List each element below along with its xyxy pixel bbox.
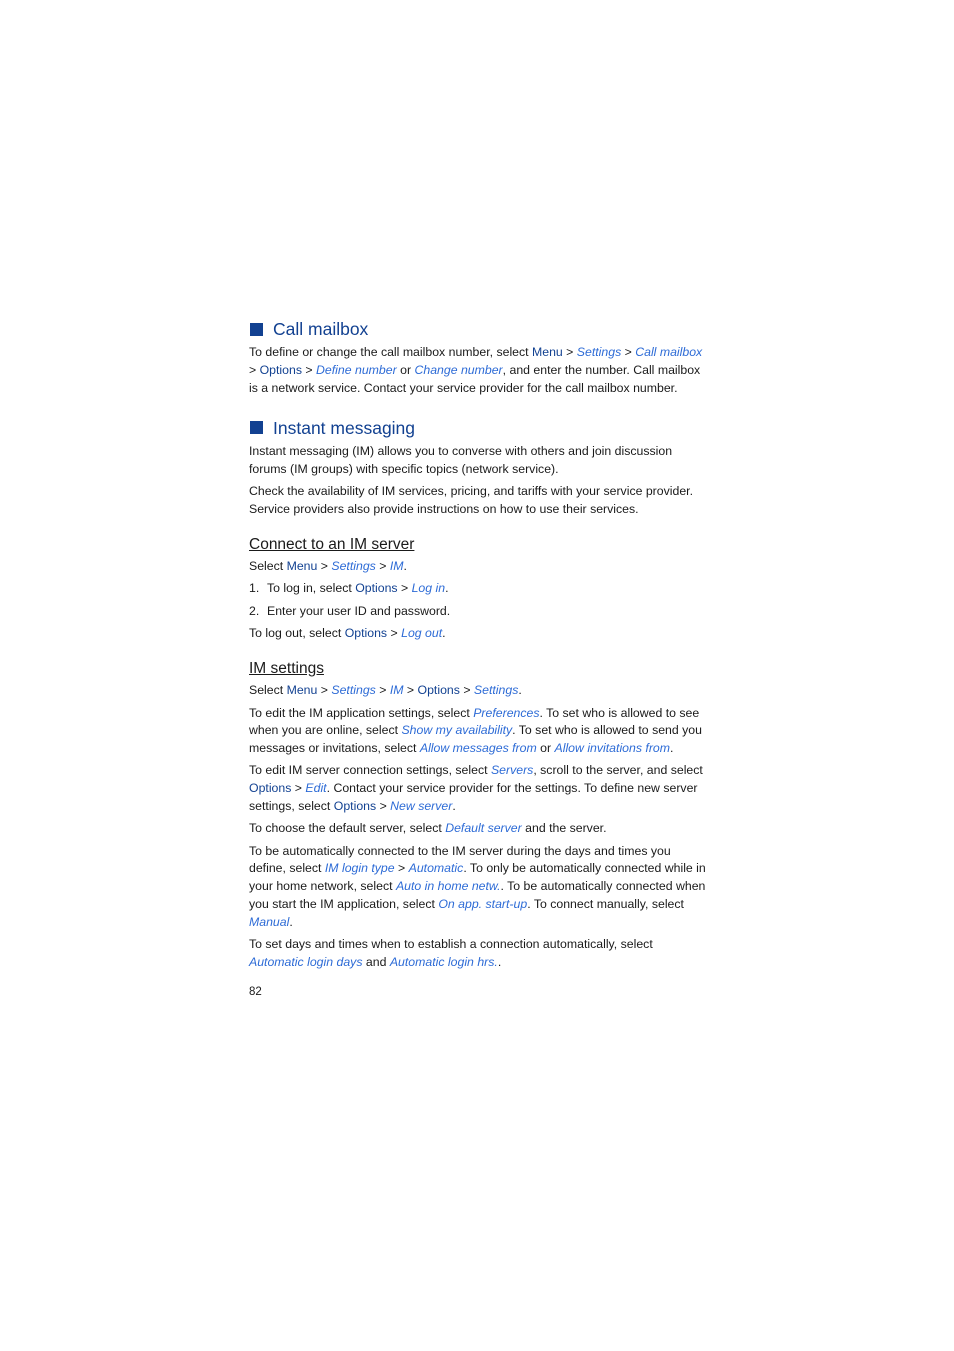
define-number-term: Define number <box>316 362 397 377</box>
heading-instant-messaging: Instant messaging <box>249 417 709 439</box>
im-settings-select-path: Select Menu > Settings > IM > Options > Settings. <box>249 683 522 698</box>
heading-connect-im-server: Connect to an IM server <box>249 536 415 554</box>
im-login-days-paragraph: To set days and times when to establish a connection automatically, select Automatic login days and Automatic login hrs.. <box>249 937 653 969</box>
list-item: 2. Enter your user ID and password. <box>249 603 451 618</box>
settings-term: Settings <box>576 345 622 359</box>
menu-term: Menu <box>532 345 563 359</box>
change-number-term: Change number <box>414 362 503 377</box>
heading-im-settings: IM settings <box>249 660 324 678</box>
im-default-server-paragraph: To choose the default server, select Default server and the server. <box>249 821 607 836</box>
square-bullet-icon <box>250 421 263 434</box>
manual-page <box>249 318 709 1002</box>
im-availability-paragraph: Check the availability of IM services, pricing, and tariffs with your service provider. Service providers also provide instructions on how to use their services. <box>249 483 694 516</box>
page-number: 82 <box>249 985 262 998</box>
logout-paragraph: To log out, select Options > Log out. <box>249 625 446 640</box>
im-login-type-paragraph: To be automatically connected to the IM server during the days and times you define, select IM login type > Automatic. To only be automatically connected while in your home network, select Auto in home netw.. To be automatically connected when you start the IM application, select On app. start-up. To connect manually, select Manual. <box>249 843 706 929</box>
square-bullet-icon <box>250 323 263 336</box>
im-preferences-paragraph: To edit the IM application settings, select Preferences. To set who is allowed to see when you are online, select Show my availability. To set who is allowed to send you messages or invitations, select Allow messages from or Allow invitations from. <box>249 705 702 756</box>
options-term: Options <box>259 362 302 377</box>
call-mailbox-paragraph: To define or change the call mailbox number, select Menu > Settings > Call mailbox > Options > Define number or Change number, and enter the number. Call mailbox is a network service. Contact your service provider for the call mailbox number. <box>249 345 703 395</box>
connect-steps-list <box>249 580 709 620</box>
im-servers-paragraph: To edit IM server connection settings, select Servers, scroll to the server, and select Options > Edit. Contact your service provider for the settings. To define new server settings, select Options > New server. <box>249 763 703 814</box>
list-item: 1. To log in, select Options > Log in. <box>249 581 449 596</box>
call-mailbox-term: Call mailbox <box>635 345 703 359</box>
connect-select-path: Select Menu > Settings > IM. <box>249 559 407 574</box>
im-intro-paragraph: Instant messaging (IM) allows you to converse with others and join discussion forums (IM groups) with specific topics (network service). <box>249 443 673 476</box>
heading-call-mailbox: Call mailbox <box>249 318 709 340</box>
